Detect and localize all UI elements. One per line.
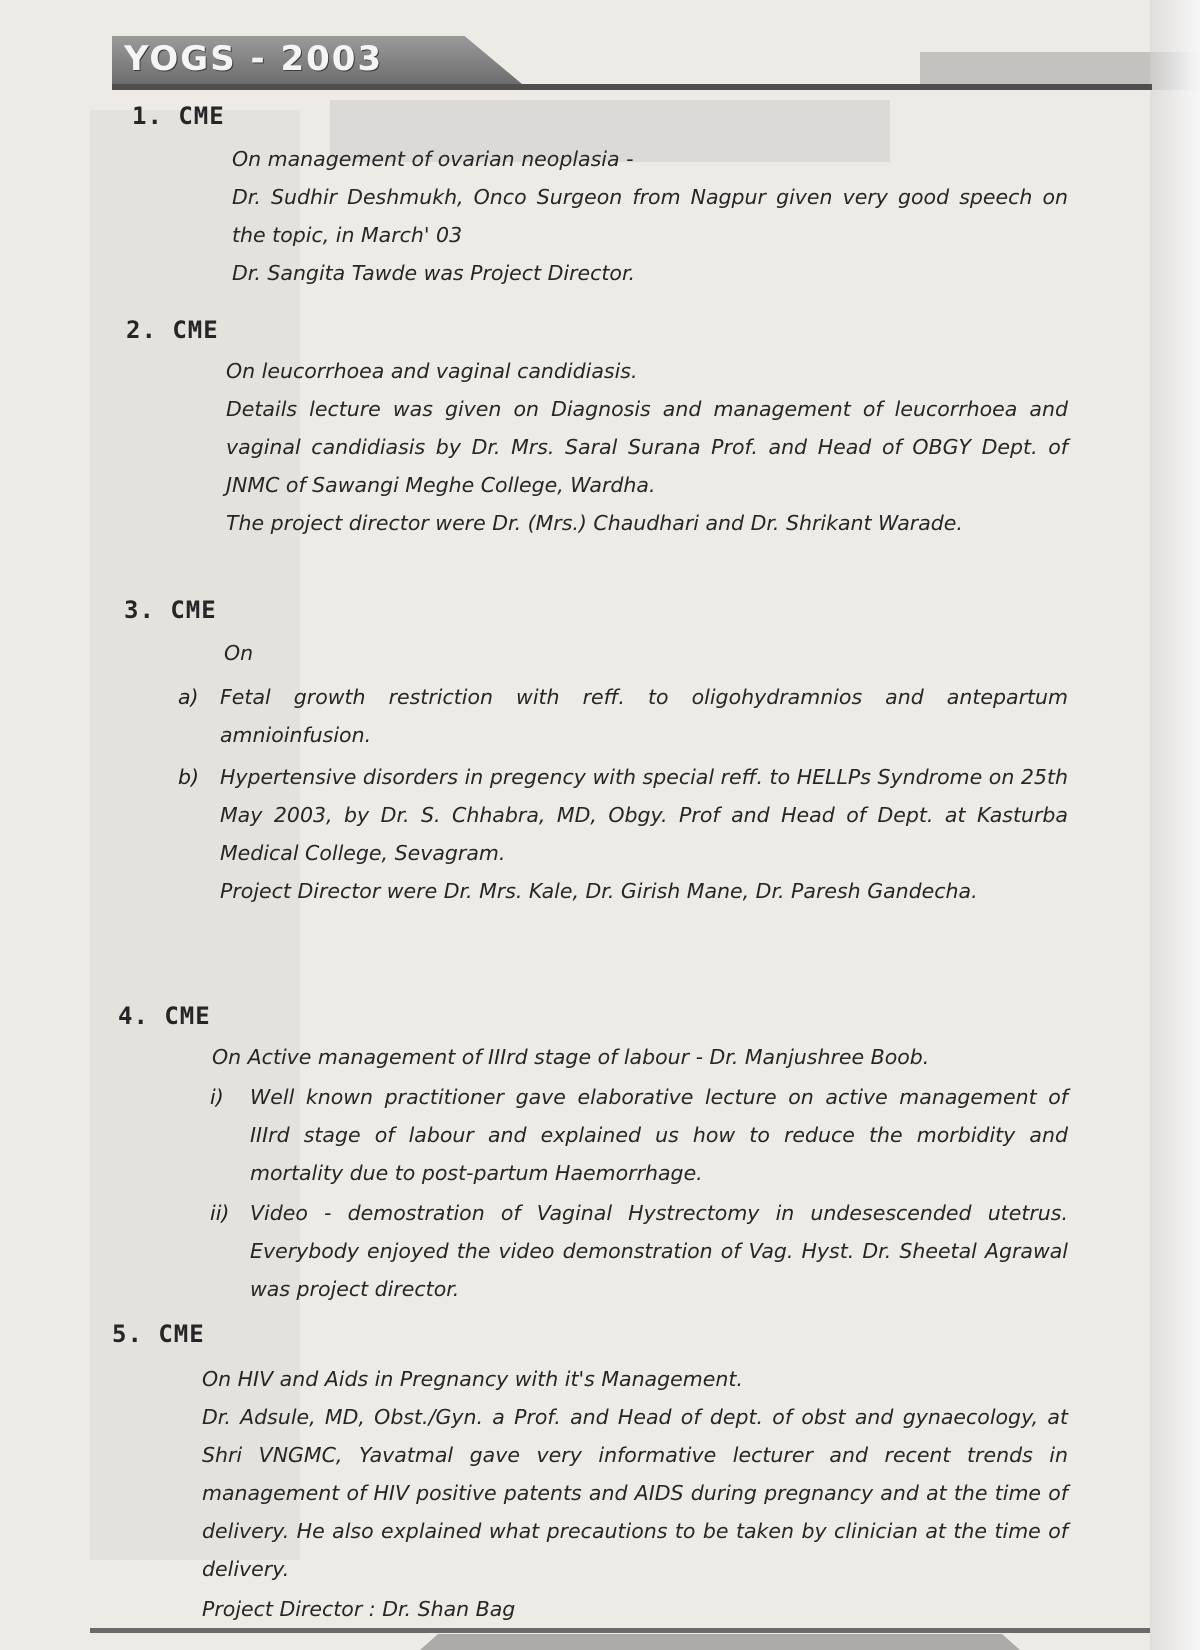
page-header bbox=[112, 36, 1152, 90]
cme-section-1 bbox=[132, 100, 1068, 292]
section-line: Dr. Sudhir Deshmukh, Onco Surgeon from Nagpur given very good speech on the topic, in March' 03 bbox=[232, 185, 1068, 247]
list-item-text: Video - demostration of Vaginal Hystrectomy in undesescended utetrus. Everybody enjoyed the video demonstration of Vag. Hyst. Dr. Sheetal Agrawal was project director. bbox=[250, 1201, 1068, 1301]
list-item bbox=[118, 1078, 1068, 1192]
list-marker: a) bbox=[178, 685, 199, 709]
page-fold-edge bbox=[1150, 0, 1200, 1650]
section-line: On leucorrhoea and vaginal candidiasis. bbox=[226, 359, 638, 383]
section-line: Dr. Sangita Tawde was Project Director. bbox=[232, 261, 636, 285]
footer-tab bbox=[420, 1634, 1020, 1650]
list-item bbox=[118, 1194, 1068, 1308]
section-line: Details lecture was given on Diagnosis and management of leucorrhoea and vaginal candidiasis by Dr. Mrs. Saral Surana Prof. and Head of OBGY Dept. of JNMC of Sawangi Meghe College, Wardha. bbox=[226, 397, 1068, 497]
list-marker: ii) bbox=[210, 1201, 230, 1225]
cme-section-5 bbox=[112, 1318, 1068, 1628]
list-item-text: Well known practitioner gave elaborative lecture on active management of IIIrd stage of labour and explained us how to reduce the morbidity and mortality due to post-partum Haemorrhage. bbox=[250, 1085, 1068, 1185]
section-line: On management of ovarian neoplasia - bbox=[232, 147, 634, 171]
list-item bbox=[124, 758, 1068, 872]
section-intro: On bbox=[224, 641, 254, 665]
cme-section-2 bbox=[126, 314, 1068, 542]
section-title: 3. CME bbox=[124, 596, 217, 624]
cme-section-4 bbox=[118, 1000, 1068, 1308]
section-title: 5. CME bbox=[112, 1320, 205, 1348]
section-line: Project Director : Dr. Shan Bag bbox=[202, 1597, 516, 1621]
footer-rule bbox=[90, 1628, 1150, 1633]
section-title: 4. CME bbox=[118, 1002, 211, 1030]
section-title: 2. CME bbox=[126, 316, 219, 344]
list-item-text: Fetal growth restriction with reff. to oligohydramnios and antepartum amnioinfusion. bbox=[220, 685, 1068, 747]
section-intro: On Active management of IIIrd stage of labour - Dr. Manjushree Boob. bbox=[212, 1045, 930, 1069]
section-line: On HIV and Aids in Pregnancy with it's Management. bbox=[202, 1367, 743, 1391]
section-outro: Project Director were Dr. Mrs. Kale, Dr. Girish Mane, Dr. Paresh Gandecha. bbox=[220, 879, 978, 903]
section-line: Dr. Adsule, MD, Obst./Gyn. a Prof. and Head of dept. of obst and gynaecology, at Shri VNGMC, Yavatmal gave very informative lecturer and recent trends in management of HIV positive patents and AIDS during pregnancy and at the time of delivery. He also explained what precautions to be taken by clinician at the time of delivery. bbox=[202, 1405, 1068, 1581]
list-marker: b) bbox=[178, 765, 200, 789]
list-item bbox=[124, 678, 1068, 754]
list-marker: i) bbox=[210, 1085, 224, 1109]
header-rule bbox=[112, 84, 1152, 90]
list-item-text: Hypertensive disorders in pregency with special reff. to HELLPs Syndrome on 25th May 2003, by Dr. S. Chhabra, MD, Obgy. Prof and Head of Dept. at Kasturba Medical College, Sevagram. bbox=[220, 765, 1068, 865]
section-line: The project director were Dr. (Mrs.) Chaudhari and Dr. Shrikant Warade. bbox=[226, 511, 963, 535]
cme-section-3 bbox=[124, 594, 1068, 910]
header-title: YOGS - 2003 bbox=[124, 39, 384, 79]
section-title: 1. CME bbox=[132, 102, 225, 130]
